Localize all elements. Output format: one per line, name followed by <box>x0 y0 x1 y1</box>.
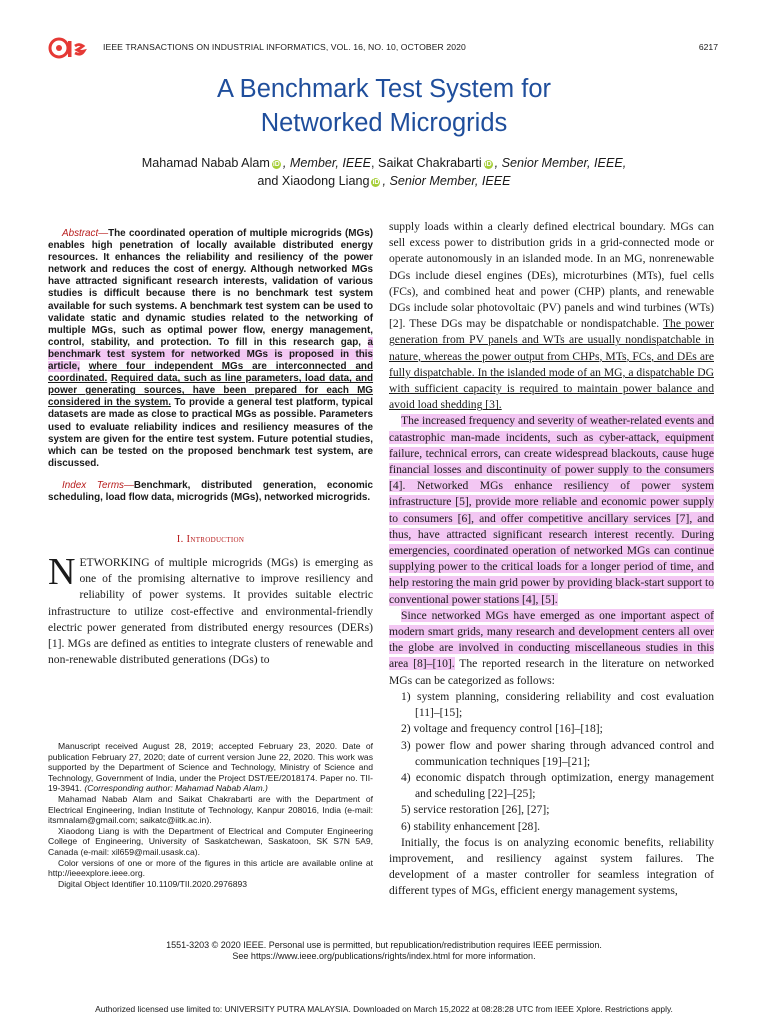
author-2-role: , Senior Member, IEEE, <box>494 156 627 170</box>
left-column <box>48 228 373 668</box>
index-terms-label: Index Terms— <box>62 479 134 491</box>
list-item: 5) service restoration [26], [27]; <box>401 803 550 817</box>
section-heading: I. Introduction <box>176 534 245 546</box>
author-list <box>60 154 708 190</box>
right-column <box>389 219 714 900</box>
orcid-icon[interactable]: iD <box>484 161 492 168</box>
abstract: Abstract—The coordinated operation of multiple microgrids (MGs) enables high penetration of locally available distributed energy resources. It enhances the reliability and resiliency of the power network and reduces the cost of energy. Although networked MGs have attracted significant research interests, validation of various studies is difficult because there is no benchmark test system available for such systems. A benchmark test system can be used to validate static and dynamic studies related to the networking of multiple MGs, such as optimal power flow, energy management, control, stability, and protection. To fill in this research gap, a benchmark test system for networked MGs is proposed in this article, where four independent MGs are interconnected and coordinated. Required data, such as line parameters, load data, and power generating sources, have been prepared for each MG considered in the system. To provide a general test platform, typical datasets are made as close to practical MGs as possible. Parameters used to evaluate reliability indices and resiliency measures of the system are given for the entire test system. Future potential studies, which can be tested on the proposed benchmark test system, are discussed. <box>48 228 374 469</box>
underline: Required data, such as line parameters, load data, and power generating sources, have been prepared for each MG considered in the system. <box>48 373 374 409</box>
copyright-notice: 1551-3203 © 2020 IEEE. Personal use is permitted, but republication/redistribution requires IEEE permission. See https://www.ieee.org/publications/rights/index.html for more information. <box>60 940 708 962</box>
footnote: Manuscript received August 28, 2019; accepted February 23, 2020. Date of publication February 27, 2020; date of current version June 22, 2020. This work was supported by the Department of Science and Technology, Ministry of Science and Technology, Government of India, under the Project DST/EE/2018174. Paper no. TII-19-3941. (Corresponding author: Mahamad Nabab Alam.) Mahamad Nabab Alam and Saikat Chakrabarti are with the Department of Electrical Engineering, Indian Institute of Technology, Kanpur 208016, India (e-mail: itsmnalam@gmail.com; saikatc@iitk.ac.in). Xiaodong Liang is with the Department of Electrical and Computer Engineering College of Engineering, University of Saskatchewan, Saskatoon, SK S7N 5A9, Canada (e-mail: xil659@mail.usask.ca). Color versions of one or more of the figures in this article are available online at http://ieeexplore.ieee.org. Digital Object Identifier 10.1109/TII.2020.2976893 <box>48 741 373 889</box>
doi: Digital Object Identifier 10.1109/TII.2020.2976893 <box>58 878 248 889</box>
license-notice: Authorized licensed use limited to: UNIVERSITY PUTRA MALAYSIA. Downloaded on March 15,2022 at 08:28:28 UTC from IEEE Xplore. Restrictions apply. <box>95 1004 673 1014</box>
orcid-icon[interactable]: iD <box>372 179 380 186</box>
ies-logo-icon <box>48 37 88 59</box>
author-3-role: , Senior Member, IEEE <box>382 174 511 188</box>
title-line-2: Networked Microgrids <box>260 109 508 137</box>
underline: where four independent MGs are interconnected and coordinated. <box>48 361 374 385</box>
list-item: 4) economic dispatch through optimization, energy management and scheduling [22]–[25]; <box>401 770 714 801</box>
topic-list <box>389 689 714 835</box>
orcid-icon[interactable]: iD <box>272 161 280 168</box>
paragraph: Initially, the focus is on analyzing economic benefits, reliability improvement, and resiliency against system failures. The development of a master controller for seamless integration of different types of MGs, efficient energy management systems, <box>389 835 714 898</box>
author-1-role: , Member, IEEE <box>282 156 372 170</box>
paragraph <box>389 413 714 607</box>
list-item: 6) stability enhancement [28]. <box>401 819 541 833</box>
page-header <box>48 36 718 60</box>
drop-cap: N <box>48 551 76 594</box>
paragraph: supply loads within a clearly defined electrical boundary. MGs can sell excess power to distribution grids in a grid-connected mode or operate autonomously in an islanded mode. In an MG, nonrenewable DGs include diesel engines (DEs), microturbines (MTs), fuel cells (FCs), and combined heat and power (CHP) plants, and renewable DGs include solar photovoltaic (PV) panels and wind turbines (WTs) [2]. These DGs may be dispatchable or nondispatchable. The power generation from PV panels and WTs are usually nondispatchable in nature, whereas the power output from CHPs, MTs, FCs, and DEs are fully dispatchable. In the islanded mode of an MG, a dispatchable DG with sufficient capacity is required to maintain power balance and avoid load shedding [3]. <box>389 220 714 412</box>
list-item: 2) voltage and frequency control [16]–[18]; <box>401 722 603 736</box>
title-line-1: A Benchmark Test System for <box>217 75 551 103</box>
paper-title <box>80 72 688 140</box>
highlight: The increased frequency and severity of weather-related events and catastrophic man-made incidents, such as cyber-attack, equipment failure, technical errors, can create widespread blackouts, cause huge financial losses and discontinuity of power supply to the consumers [4]. Networked MGs enhance resiliency of power system infrastructure [5], provide more reliable and economic power supply to consumers [6], and offer competitive ancillary services [7], and thus, have attracted significant research interest recently. During emergencies, coordinated operation of networked MGs can continue supplying power to the critical loads for a longer period of time, and help restoring the main grid power by providing black-start support to conventional power stations [4], [5]. <box>389 414 714 606</box>
author-2: , Saikat Chakrabarti <box>371 156 482 170</box>
index-terms: Index Terms—Benchmark, distributed generation, economic scheduling, load flow data, microgrids (MGs), networked microgrids. <box>48 479 373 503</box>
author-3: and Xiaodong Liang <box>257 174 370 188</box>
rights-link[interactable]: See https://www.ieee.org/publications/rights/index.html for more information. <box>232 951 536 961</box>
list-item: 3) power flow and power sharing through advanced control and communication techniques [19]–[21]; <box>401 738 714 768</box>
page-number: 6217 <box>698 42 718 52</box>
paragraph: Since networked MGs have emerged as one important aspect of modern smart grids, many research and development centers all over the globe are involved in conducting miscellaneous studies in this area [8]–[10]. The reported research in the literature on networked MGs can be categorized as follows: <box>389 608 714 687</box>
underline: The power generation from PV panels and WTs are usually nondispatchable in nature, whereas the power output from CHPs, MTs, FCs, and DEs are fully dispatchable. In the islanded mode of an MG, a dispatchable DG with sufficient capacity is required to maintain power balance and avoid load shedding [3]. <box>389 317 714 412</box>
list-item: 1) system planning, considering reliability and cost evaluation [11]–[15]; <box>401 689 714 720</box>
highlight: Since networked MGs have emerged as one important aspect of modern smart grids, many research and development centers all over the globe are involved in conducting miscellaneous studies in this area [8]–[10]. <box>389 608 714 671</box>
abstract-label: Abstract— <box>62 228 109 239</box>
highlight: a benchmark test system for networked MGs is proposed in this article, <box>48 336 373 373</box>
journal-line: IEEE TRANSACTIONS ON INDUSTRIAL INFORMATICS, VOL. 16, NO. 10, OCTOBER 2020 <box>103 42 466 52</box>
intro-paragraph: NETWORKING of multiple microgrids (MGs) is emerging as one of the promising alternative to improve resiliency and reliability of power systems. It provides suitable electric infrastructure to utilize cost-effective and environmental-friendly electric power generated from distributed energy resources (DERs) [1]. MGs are defined as entities to integrate clusters of renewable and non-renewable distributed generations (DGs) to <box>48 551 373 667</box>
author-1: Mahamad Nabab Alam <box>141 156 270 170</box>
